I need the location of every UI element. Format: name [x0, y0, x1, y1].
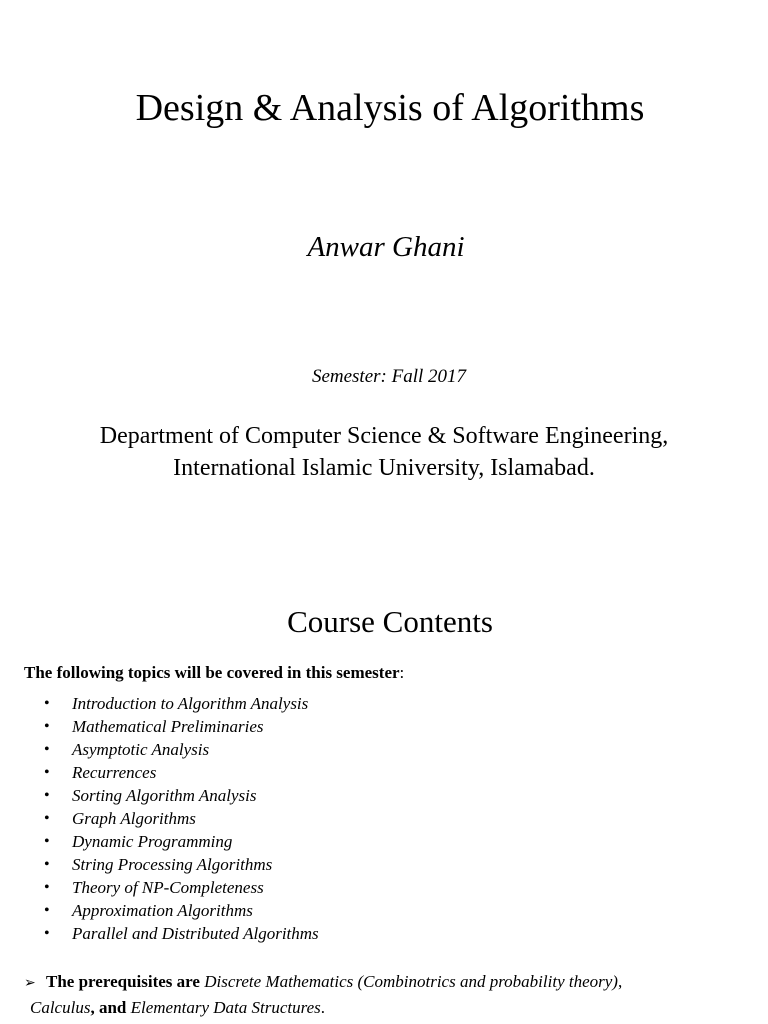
- list-item: [44, 715, 319, 738]
- prerequisite-data-structures: Elementary Data Structures: [130, 998, 321, 1017]
- semester-line: [0, 364, 768, 390]
- bullet-icon: •: [44, 764, 50, 781]
- department-line-2: International Islamic University, Islamabad.: [173, 455, 595, 481]
- topic-text: Mathematical Preliminaries: [72, 717, 264, 736]
- topic-text: Graph Algorithms: [72, 809, 196, 828]
- department-block: [0, 420, 768, 484]
- author-name: Anwar Ghani: [307, 231, 465, 263]
- bullet-icon: •: [44, 695, 50, 712]
- topics-list: [44, 692, 319, 945]
- topic-text: Dynamic Programming: [72, 832, 233, 851]
- bullet-icon: •: [44, 787, 50, 804]
- bullet-icon: •: [44, 810, 50, 827]
- topic-text: Parallel and Distributed Algorithms: [72, 924, 319, 943]
- semester-value: Fall 2017: [391, 366, 467, 387]
- prerequisite-calculus: Calculus: [30, 998, 91, 1017]
- topic-text: Asymptotic Analysis: [72, 740, 210, 759]
- topic-text: String Processing Algorithms: [72, 855, 273, 874]
- document-title: Design & Analysis of Algorithms: [135, 87, 645, 129]
- semester-label: Semester:: [311, 366, 387, 387]
- department-line-1: Department of Computer Science & Software Engineering,: [99, 423, 669, 449]
- prerequisites-paragraph: [24, 970, 724, 1020]
- list-item: [44, 853, 319, 876]
- list-item: [44, 830, 319, 853]
- bullet-icon: •: [44, 741, 50, 758]
- list-item: [44, 922, 319, 945]
- topic-text: Sorting Algorithm Analysis: [72, 786, 257, 805]
- prerequisites-end: .: [320, 998, 325, 1017]
- topic-text: Theory of NP-Completeness: [72, 878, 264, 897]
- prerequisites-line-1: [24, 970, 724, 996]
- bullet-icon: •: [44, 718, 50, 735]
- course-contents-heading: Course Contents: [287, 604, 493, 639]
- list-item: [44, 692, 319, 715]
- topics-intro: [24, 662, 404, 684]
- topic-text: Introduction to Algorithm Analysis: [72, 694, 309, 713]
- topics-intro-colon: :: [399, 663, 405, 682]
- arrow-bullet-icon: ➢: [24, 976, 36, 991]
- topic-text: Recurrences: [72, 763, 157, 782]
- prerequisites-separator-2: , and: [90, 998, 127, 1017]
- list-item: [44, 738, 319, 761]
- list-item: [44, 761, 319, 784]
- list-item: [44, 784, 319, 807]
- list-item: [44, 807, 319, 830]
- topics-intro-text: The following topics will be covered in this semester: [24, 663, 400, 682]
- bullet-icon: •: [44, 902, 50, 919]
- bullet-icon: •: [44, 925, 50, 942]
- bullet-icon: •: [44, 833, 50, 850]
- list-item: [44, 876, 319, 899]
- topic-text: Approximation Algorithms: [72, 901, 253, 920]
- bullet-icon: •: [44, 879, 50, 896]
- prerequisites-line-2: [24, 996, 724, 1020]
- bullet-icon: •: [44, 856, 50, 873]
- list-item: [44, 899, 319, 922]
- prerequisite-discrete-math: Discrete Mathematics (Combinotrics and probability theory): [204, 972, 618, 991]
- prerequisites-separator-1: ,: [617, 972, 623, 991]
- prerequisites-lead: The prerequisites are: [46, 972, 200, 991]
